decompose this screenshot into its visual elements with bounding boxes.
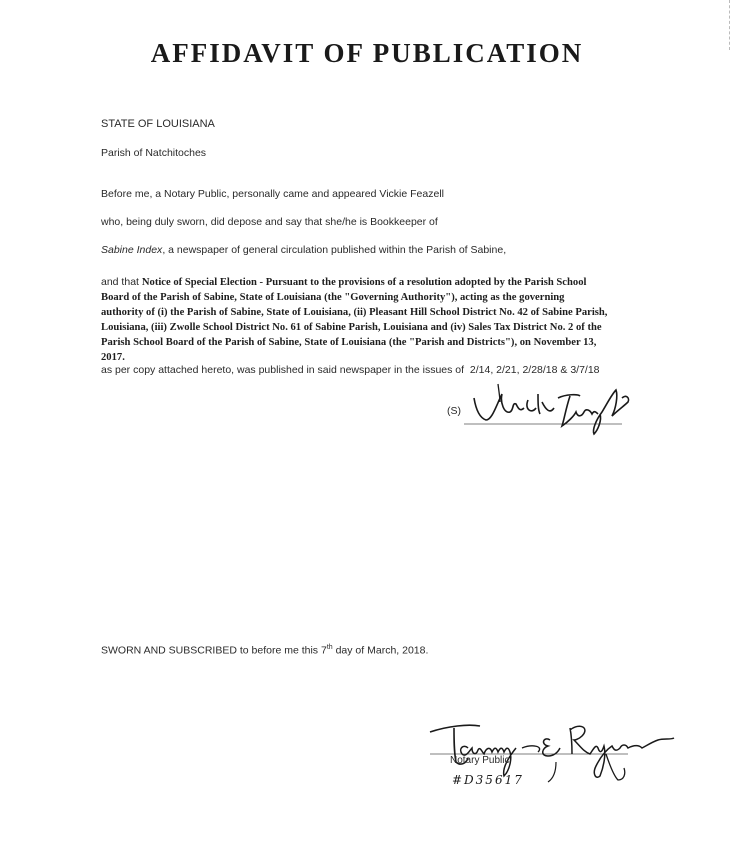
document-title: AFFIDAVIT OF PUBLICATION (150, 38, 584, 68)
sworn-day-suffix: th (326, 644, 333, 651)
sworn-text: to before me this (236, 644, 321, 657)
oath-line: who, being duly sworn, did depose and say that she/he is Bookkeeper of (101, 216, 438, 228)
sworn-date: day of March, 2018. (332, 644, 429, 657)
notice-line-6: 2017. (101, 352, 125, 363)
state-line: STATE OF LOUISIANA (101, 118, 215, 130)
appearance-line: Before me, a Notary Public, personally came and appeared Vickie Feazell (101, 188, 444, 200)
issues-text: as per copy attached hereto, was published in said newspaper in the issues of (101, 364, 465, 376)
newspaper-line (101, 244, 506, 256)
notice-line-5: Parish School Board of the Parish of Sabine, State of Louisiana (the "Parish and Districts"), on November 13, (101, 337, 597, 348)
signature-prefix: (S) (447, 405, 461, 417)
parish-line: Parish of Natchitoches (101, 147, 207, 159)
notice-line-4: Louisiana, (iii) Zwolle School District No. 61 of Sabine Parish, Louisiana and (iv) Sales Tax District No. 2 of the (101, 322, 602, 333)
sworn-day: 7 (320, 644, 327, 657)
issue-dates: 2/14, 2/21, 2/28/18 & 3/7/18 (469, 364, 600, 376)
notice-paragraph (101, 275, 631, 365)
newspaper-name: Sabine Index (101, 244, 163, 256)
notary-public-label: Notary Public (450, 755, 510, 766)
notice-line-2: Board of the Parish of Sabine, State of Louisiana (the "Governing Authority"), acting as the governing (101, 292, 565, 303)
notary-id: #D35617 (452, 773, 524, 787)
notice-line-1: Notice of Special Election - Pursuant to the provisions of a resolution adopted by the Parish School (141, 277, 587, 288)
sworn-line (101, 644, 428, 657)
newspaper-description: , a newspaper of general circulation published within the Parish of Sabine, (162, 244, 507, 256)
notice-line-3: authority of (i) the Parish of Sabine, State of Louisiana, (ii) Pleasant Hill School District No. 42 of Sabine Parish, (101, 307, 608, 318)
issues-line (101, 364, 600, 376)
notice-intro: and that (101, 276, 142, 288)
affiant-signature-image (462, 380, 642, 440)
sworn-heading: SWORN AND SUBSCRIBED (101, 644, 237, 657)
